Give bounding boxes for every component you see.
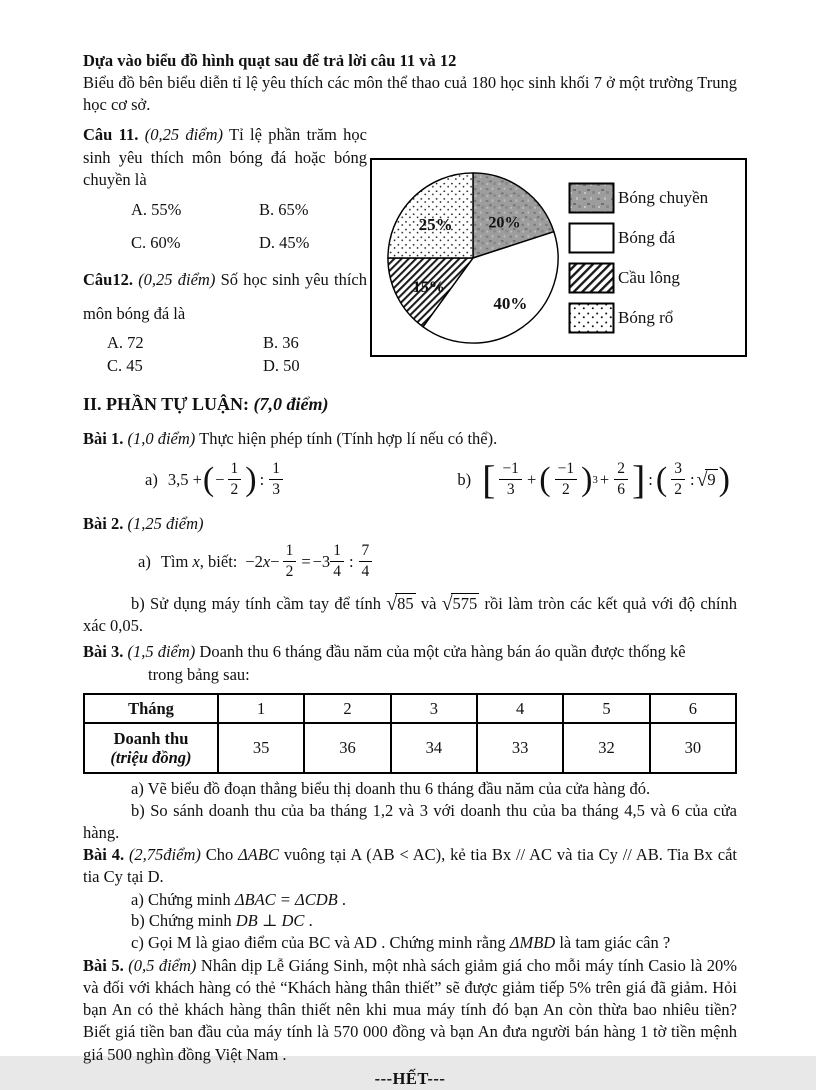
bai-1-heading	[83, 427, 737, 450]
question-12-points: (0,25 điểm)	[138, 269, 216, 289]
month-cell: 1	[218, 694, 304, 723]
pie-legend	[568, 178, 708, 338]
legend-item-bong-chuyen	[568, 182, 708, 214]
quiz-section	[83, 50, 737, 377]
section-2-heading	[83, 392, 737, 416]
fraction: $\frac{3}{2}$	[671, 461, 685, 498]
bai-5-points: (0,5 điểm)	[128, 955, 197, 975]
table-header-row	[84, 694, 736, 723]
option-d: D. 45%	[259, 232, 310, 252]
math-var-x: x	[192, 551, 200, 571]
math-var-x: x	[262, 551, 271, 571]
math-expression: ΔMBD	[509, 932, 556, 952]
month-cell: 5	[563, 694, 649, 723]
bai-3-item-a: a) Vẽ biểu đồ đoạn thẳng biểu thị doanh thu 6 tháng đầu năm của cửa hàng đó.	[131, 779, 651, 799]
option-a: A. 55%	[131, 199, 182, 219]
bai-2-heading	[83, 512, 737, 535]
bai-3-item-b: b) So sánh doanh thu của ba tháng 1,2 và 3 với doanh thu của ba tháng 4,5 và 6 của cửa hàng.	[83, 800, 737, 842]
option-b: B. 65%	[259, 199, 309, 219]
bai-3-label: Bài 3.	[83, 642, 124, 662]
revenue-cell: 33	[477, 723, 563, 773]
question-11-options-row-1	[83, 199, 367, 221]
bai-4-item-a: a) Chứng minh ΔBAC = ΔCDB .	[131, 889, 346, 909]
fraction: $\frac{-1}{2}$	[555, 461, 578, 498]
equals-sign: =	[301, 551, 311, 571]
quiz-intro: Biểu đồ bên biểu diễn tỉ lệ yêu thích các môn thể thao cuả 180 học sinh khối 7 ở một trường Trung học cơ sở.	[83, 73, 737, 114]
option-a: A. 72	[107, 332, 144, 352]
question-11	[83, 124, 367, 192]
revenue-cell: 32	[563, 723, 649, 773]
revenue-cell: 35	[218, 723, 304, 773]
option-b: B. 36	[263, 332, 299, 352]
bai-4-label: Bài 4.	[83, 845, 125, 865]
end-marker: ---HẾT---	[374, 1069, 446, 1089]
question-11-points: (0,25 điểm)	[144, 125, 223, 144]
legend-item-cau-long	[568, 262, 708, 294]
square-root: √85	[386, 592, 414, 615]
month-cell: 4	[477, 694, 563, 723]
square-root: √9	[696, 469, 716, 491]
bai-3-text: Doanh thu 6 tháng đầu năm của một cửa hàng bán áo quần được thống kê	[199, 642, 686, 662]
month-cell: 3	[391, 694, 477, 723]
fraction: $\frac{-1}{3}$	[499, 461, 522, 498]
bai-2-label: Bài 2.	[83, 513, 124, 533]
bai-3-points: (1,5 điểm)	[127, 642, 196, 662]
bai-5-paragraph	[83, 955, 737, 1066]
month-cell: 2	[304, 694, 390, 723]
bai-2-points: (1,25 điểm)	[127, 513, 204, 533]
question-12-options-row-2	[83, 355, 367, 377]
minus-sign: −	[270, 551, 280, 571]
bai-5-text: Nhân dịp Lễ Giáng Sinh, một nhà sách giảm giá cho mỗi máy tính Casio là 20% và đối với khách hàng có thẻ “Khách hàng thân thiết” sẽ được giảm tiếp 5% trên giá đã giảm. Hỏi bạn An có thẻ khách hàng thân thiết nên khi mua máy tính đó bạn An còn thừa bao nhiêu tiền? Biết giá tiền ban đầu của máy tính là 570 000 đồng và bạn An đưa người bán hàng 1 tờ tiền mệnh giá 500 nghìn đồng Việt Nam .	[83, 955, 738, 1064]
fraction: $\frac{2}{6}$	[614, 461, 628, 498]
divide-colon: :	[348, 551, 354, 571]
coefficient: −2	[245, 551, 263, 571]
find-x-lead: Tìm x, biết:	[160, 551, 238, 571]
formula-a-label: a)	[138, 551, 151, 571]
fraction: $\frac{1}{2}$	[228, 461, 242, 498]
bai-1-formula-b: b) [ $\frac{-1}{3}$ + ( $\frac{-1}{2}$ ) 3 + $\frac{2}{6}$ ] : ( $\frac{3}{2}$ : √9 )	[457, 456, 730, 502]
legend-swatch-dots-icon	[568, 302, 615, 334]
col-header-thang: Tháng	[84, 694, 218, 723]
bai-4-heading: Bài 4. (2,75điểm) Cho ΔABC vuông tại A (AB < AC), kẻ tia Bx // AC và tia Cy // AB. Tia Bx cắt tia Cy tại D.	[83, 845, 738, 887]
fraction: $\frac{7}{4}$	[359, 543, 373, 580]
math-expression: DB ⊥ DC	[235, 911, 305, 931]
revenue-cell: 30	[650, 723, 736, 773]
option-c: C. 60%	[131, 232, 181, 252]
pie-chart-figure	[370, 158, 747, 357]
legend-label: Bóng rổ	[618, 307, 674, 327]
fraction: $\frac{1}{2}$	[283, 543, 297, 580]
bai-1-formulas	[83, 452, 737, 508]
revenue-table	[83, 693, 737, 774]
question-12	[83, 263, 367, 331]
section-2-points: (7,0 điểm)	[253, 393, 329, 414]
table-data-row	[84, 723, 736, 773]
bai-2-formula-a	[138, 537, 737, 587]
question-11-label: Câu 11.	[83, 125, 139, 144]
legend-swatch-white-icon	[568, 222, 615, 254]
radical-icon: √	[441, 592, 453, 615]
fraction: $\frac{1}{3}$	[269, 461, 283, 498]
section-2-title: II. PHẦN TỰ LUẬN:	[83, 393, 250, 414]
question-12-label: Câu12.	[83, 269, 133, 289]
bai-5-label: Bài 5.	[83, 955, 124, 975]
bai-4-item-c: c) Gọi M là giao điểm của BC và AD . Chứng minh rằng ΔMBD là tam giác cân ?	[131, 932, 671, 952]
divide-colon: :	[648, 469, 653, 489]
pie-label-bong-chuyen: 20%	[488, 213, 521, 231]
legend-label: Bóng chuyền	[618, 187, 709, 207]
month-cell: 6	[650, 694, 736, 723]
math-expression: ΔBAC = ΔCDB	[234, 889, 338, 909]
fraction: $\frac{1}{4}$	[330, 543, 344, 580]
radical-icon: √	[696, 469, 708, 491]
plus-sign: +	[599, 469, 610, 489]
plus-sign: +	[526, 469, 537, 489]
question-12-options-row-1	[83, 332, 367, 354]
legend-label: Bóng đá	[618, 227, 676, 247]
bai-3-text-line2: trong bảng sau:	[148, 665, 250, 685]
formula-a-lead: 3,5 +	[167, 469, 202, 489]
revenue-cell: 34	[391, 723, 477, 773]
pie-chart	[382, 167, 564, 349]
question-12-text: Số học sinh yêu thích môn bóng đá là	[83, 269, 367, 323]
quiz-instruction: Dựa vào biểu đồ hình quạt sau để trả lời câu 11 và 12	[83, 51, 457, 70]
question-11-options-row-2	[83, 232, 367, 254]
square-root: √575	[441, 592, 478, 615]
mixed-number-whole: −3	[312, 551, 331, 571]
radical-icon: √	[386, 592, 398, 615]
legend-swatch-gray-texture-icon	[568, 182, 615, 214]
question-11-text: Tỉ lệ phần trăm học sinh yêu thích môn bóng đá hoặc bóng chuyền là	[83, 125, 368, 189]
formula-a-label: a)	[145, 469, 158, 489]
minus-sign: −	[215, 469, 225, 489]
bai-1-formula-a: a) 3,5 + ( − $\frac{1}{2}$ ) : $\frac{1}{3}$	[145, 461, 286, 498]
exponent: 3	[592, 473, 598, 486]
bai-1-desc: Thực hiện phép tính (Tính hợp lí nếu có thể).	[199, 428, 498, 448]
revenue-cell: 36	[304, 723, 390, 773]
legend-swatch-hatch-icon	[568, 262, 615, 294]
bai-1-label: Bài 1.	[83, 428, 124, 448]
bai-4-item-b: b) Chứng minh DB ⊥ DC .	[131, 911, 313, 931]
bai-2-item-b: b) Sử dụng máy tính cầm tay để tính √85 và √575 rồi làm tròn các kết quả với độ chính xác 0,05.	[83, 592, 737, 635]
legend-label: Cầu lông	[618, 267, 680, 287]
bai-4-points: (2,75điểm)	[128, 845, 201, 865]
math-triangle-abc: ΔABC	[238, 845, 279, 865]
formula-b-label: b)	[457, 469, 472, 489]
row-header-doanh-thu: Doanh thu (triệu đồng)	[84, 723, 218, 773]
option-c: C. 45	[107, 355, 143, 375]
bai-1-points: (1,0 điểm)	[127, 428, 196, 448]
legend-item-bong-da	[568, 222, 708, 254]
pie-label-bong-da: 40%	[493, 293, 528, 313]
divide-colon: :	[259, 469, 265, 489]
divide-colon: :	[689, 469, 695, 489]
legend-item-bong-ro	[568, 302, 708, 334]
pie-label-cau-long: 15%	[412, 278, 445, 296]
pie-label-bong-ro: 25%	[418, 214, 453, 234]
bai-3-heading	[83, 641, 737, 663]
option-d: D. 50	[263, 355, 300, 375]
quiz-questions-column	[83, 124, 367, 377]
